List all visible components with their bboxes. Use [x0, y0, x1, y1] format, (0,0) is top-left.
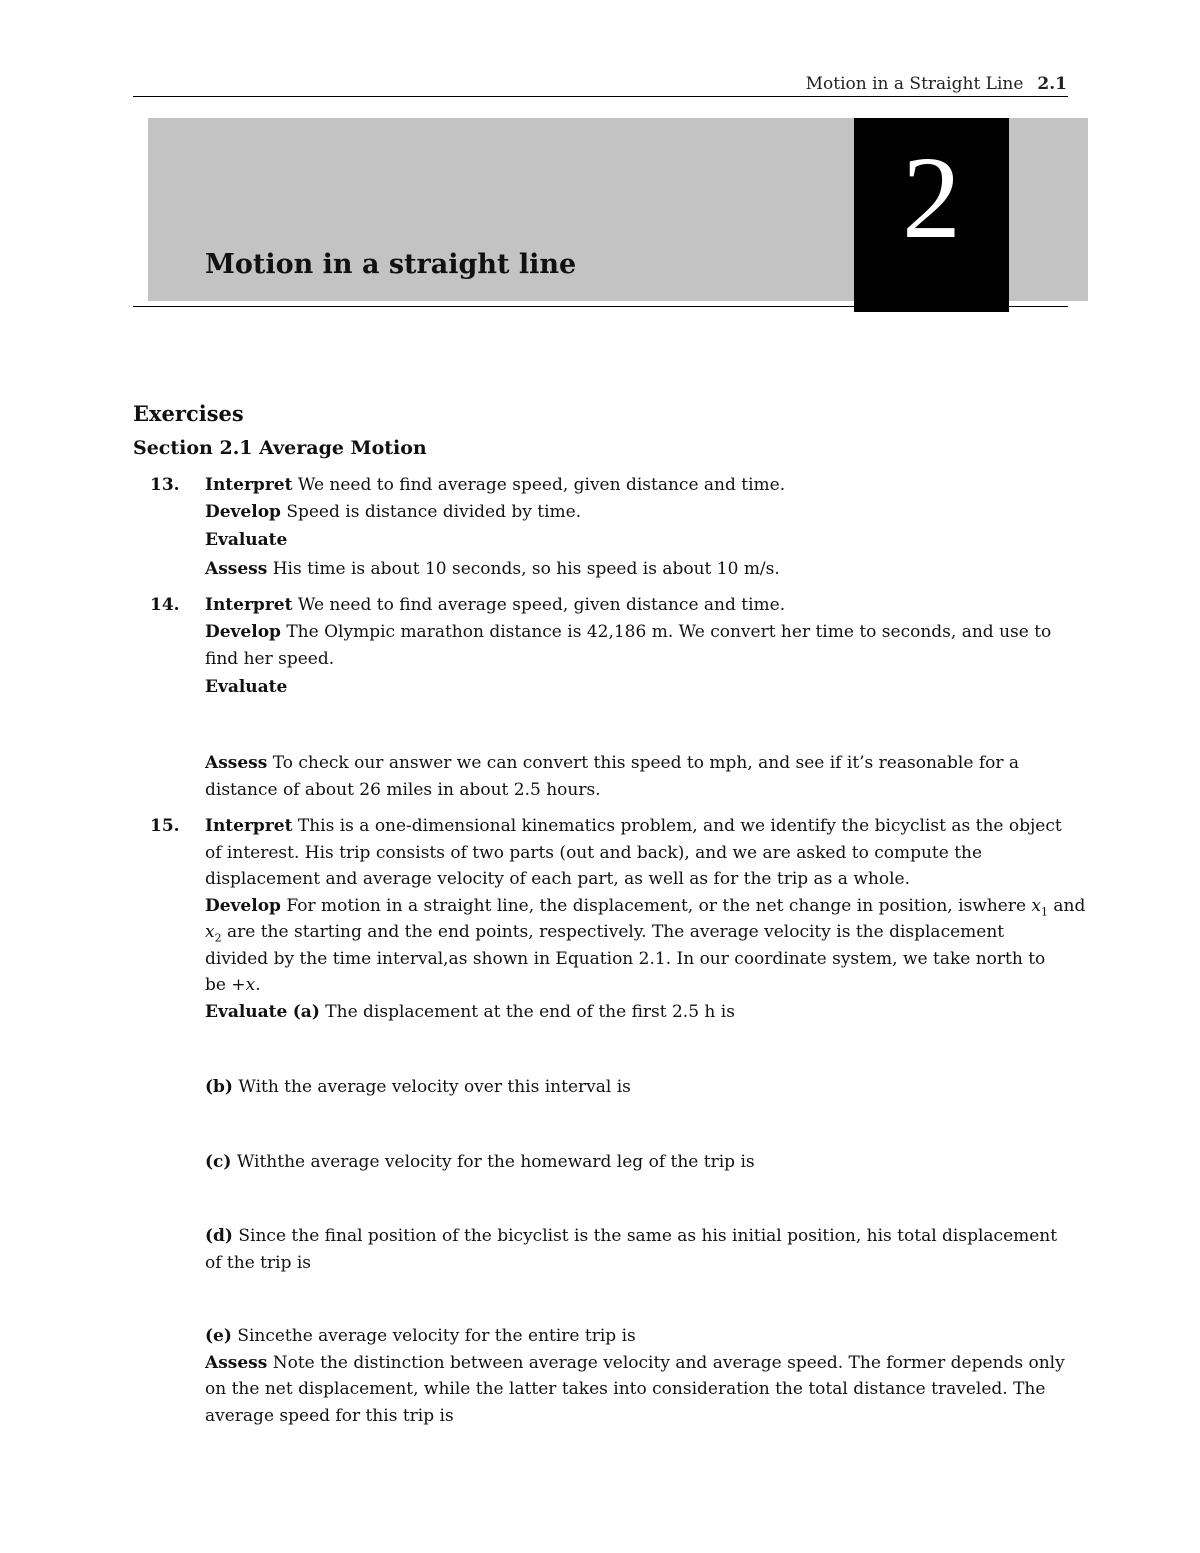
interpret-label: Interpret [205, 475, 293, 495]
evaluate-label: Evaluate [205, 1002, 288, 1022]
problem-13-develop [205, 501, 581, 523]
problem-15-develop-cont-1 [205, 921, 1004, 949]
develop-label: Develop [205, 896, 281, 916]
problem-15-part-d-cont: of the trip is [205, 1253, 312, 1273]
text: The displacement at the end of the first 2.5 h is [325, 1002, 735, 1022]
problem-15-assess-cont-2: average speed for this trip is [205, 1406, 454, 1426]
text: The Olympic marathon distance is 42,186 m. We convert her time to seconds, and use to [286, 622, 1052, 642]
text: and [1053, 896, 1086, 916]
problem-15-assess-cont-1: on the net displacement, while the latter takes into consideration the total distance traveled. The [205, 1379, 1046, 1399]
text: We need to find average speed, given distance and time. [297, 595, 786, 615]
text: With the average velocity over this interval is [238, 1077, 631, 1097]
problem-14-evaluate-label: Evaluate [205, 677, 288, 697]
problem-15-develop-cont-3 [205, 974, 261, 996]
assess-label: Assess [205, 1353, 268, 1373]
problem-15-evaluate-a [205, 1001, 735, 1023]
problem-13-evaluate-label: Evaluate [205, 530, 288, 550]
problem-15-develop-cont-2: divided by the time interval,as shown in Equation 2.1. In our coordinate system, we take north to [205, 949, 1046, 969]
part-label: (a) [292, 1002, 320, 1022]
problem-15-part-e [205, 1325, 636, 1347]
problem-15-part-d [205, 1225, 1057, 1247]
problem-14-number: 14. [150, 595, 180, 615]
assess-label: Assess [205, 559, 268, 579]
problem-15-interpret [205, 815, 1062, 837]
problem-15-interpret-cont-2: displacement and average velocity of each part, as well as for the trip as a whole. [205, 869, 910, 889]
x-variable: x [205, 922, 215, 942]
problem-13-assess [205, 558, 780, 580]
section-heading: Section 2.1 Average Motion [133, 437, 427, 459]
interpret-label: Interpret [205, 595, 293, 615]
x-variable: x [245, 975, 256, 995]
chapter-title: Motion in a straight line [205, 249, 577, 280]
part-label: (e) [205, 1326, 232, 1346]
text: Since the final position of the bicyclist is the same as his initial position, his total displacement [238, 1226, 1058, 1246]
problem-14-develop-cont: find her speed. [205, 649, 335, 669]
text: Note the distinction between average velocity and average speed. The former depends only [272, 1353, 1065, 1373]
develop-label: Develop [205, 502, 281, 522]
part-label: (c) [205, 1152, 232, 1172]
text: Sincethe average velocity for the entire trip is [237, 1326, 636, 1346]
subscript: 1 [1041, 905, 1049, 919]
problem-15-assess [205, 1352, 1065, 1374]
text: This is a one-dimensional kinematics problem, and we identify the bicyclist as the object [297, 816, 1062, 836]
part-label: (d) [205, 1226, 233, 1246]
problem-14-assess-cont: distance of about 26 miles in about 2.5 hours. [205, 780, 601, 800]
problem-15-number: 15. [150, 816, 180, 836]
text: are the starting and the end points, respectively. The average velocity is the displacement [227, 922, 1005, 942]
part-label: (b) [205, 1077, 233, 1097]
assess-label: Assess [205, 753, 268, 773]
text: Speed is distance divided by time. [286, 502, 582, 522]
text: Withthe average velocity for the homeward leg of the trip is [236, 1152, 755, 1172]
running-title: Motion in a Straight Line [805, 74, 1024, 94]
problem-15-interpret-cont-1: of interest. His trip consists of two parts (out and back), and we are asked to compute the [205, 843, 983, 863]
text: . [255, 975, 261, 995]
problem-14-interpret [205, 594, 785, 616]
running-header [806, 74, 1067, 94]
text: be + [205, 975, 246, 995]
exercises-heading: Exercises [133, 401, 244, 426]
text: We need to find average speed, given distance and time. [297, 475, 786, 495]
develop-label: Develop [205, 622, 281, 642]
text: For motion in a straight line, the displacement, or the net change in position, iswhere [286, 896, 1027, 916]
x-variable: x [1031, 896, 1042, 916]
page-number: 2.1 [1037, 74, 1067, 94]
problem-15-develop [205, 895, 1085, 923]
text: His time is about 10 seconds, so his speed is about 10 m/s. [272, 559, 780, 579]
problem-15-part-c [205, 1151, 755, 1173]
problem-13-number: 13. [150, 475, 180, 495]
chapter-number: 2 [902, 132, 961, 263]
text: To check our answer we can convert this speed to mph, and see if it’s reasonable for a [272, 753, 1020, 773]
subscript: 2 [214, 931, 222, 945]
header-rule [133, 96, 1068, 97]
interpret-label: Interpret [205, 816, 293, 836]
problem-13-interpret [205, 474, 785, 496]
problem-15-part-b [205, 1076, 631, 1098]
problem-14-assess [205, 752, 1019, 774]
problem-14-develop [205, 621, 1051, 643]
